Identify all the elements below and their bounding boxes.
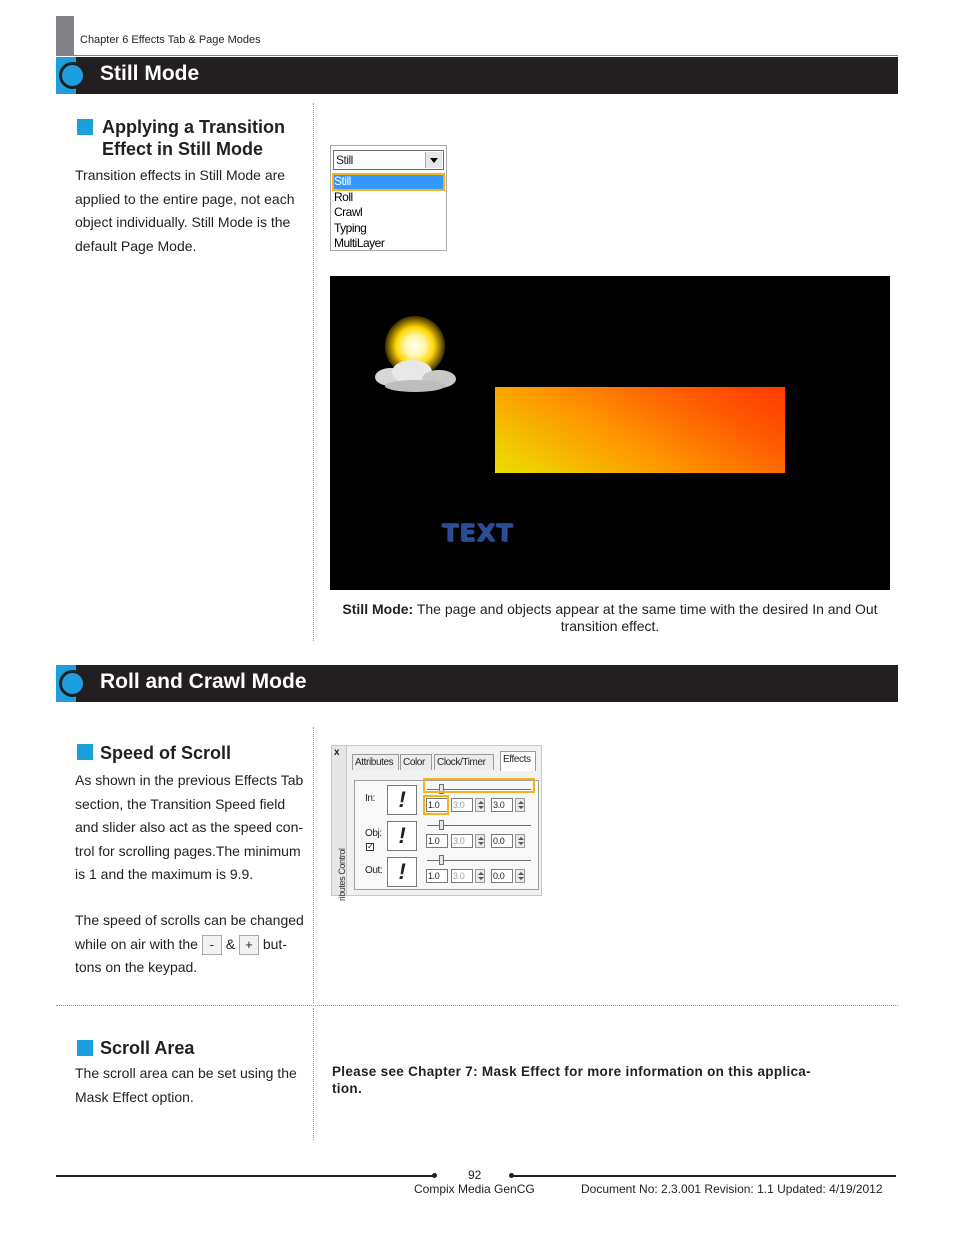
footer-rule-left [56, 1175, 434, 1177]
subsection-title: Scroll Area [100, 1038, 195, 1058]
text-fragment: & [225, 935, 236, 952]
in-effect-button[interactable]: ! [387, 785, 417, 815]
spinner-icon[interactable] [515, 834, 525, 848]
option-crawl[interactable]: Crawl [334, 205, 363, 219]
footer-product: Compix Media GenCG [414, 1182, 535, 1196]
subsection-title [102, 116, 285, 160]
in-delay-field[interactable]: 3.0 [491, 798, 513, 812]
text-line: applied to the entire page, not each [75, 190, 295, 207]
text-line: Mask Effect option. [75, 1088, 194, 1105]
square-bullet-icon [77, 1040, 93, 1056]
header-rule [56, 55, 898, 56]
close-icon[interactable]: x [334, 747, 340, 758]
chapter-tab-bar [56, 16, 74, 56]
obj-delay-field[interactable]: 0.0 [491, 834, 513, 848]
chapter-title: Chapter 6 Effects Tab & Page Modes [80, 34, 261, 46]
out-delay-field[interactable]: 0.0 [491, 869, 513, 883]
text-line: object individually. Still Mode is the [75, 214, 291, 230]
out-duration-field: 3.0 [451, 869, 473, 883]
section-title: Still Mode [100, 62, 200, 85]
spinner-icon[interactable] [515, 798, 525, 812]
text-line: Please see Chapter 7: Mask Effect for more information on this applica- [332, 1064, 811, 1079]
section-divider [56, 1005, 898, 1006]
text-line: trol for scrolling pages.The minimum [75, 842, 301, 859]
section-title: Roll and Crawl Mode [100, 670, 307, 693]
footer-dot [432, 1173, 437, 1178]
spinner-icon[interactable] [475, 834, 485, 848]
obj-duration-field: 3.0 [451, 834, 473, 848]
effects-control-panel [331, 745, 542, 901]
column-divider [313, 103, 314, 641]
spinner-icon[interactable] [515, 869, 525, 883]
preview-text-object: TEXT [442, 519, 514, 547]
speed-paragraph-1 [75, 769, 311, 887]
column-divider [313, 1008, 314, 1140]
text-line [75, 933, 311, 957]
footer-doc-info: Document No: 2.3.001 Revision: 1.1 Updated: 4/19/2012 [581, 1182, 883, 1196]
slider-handle[interactable] [439, 820, 444, 830]
mask-effect-note [332, 1063, 892, 1097]
slider-highlight [423, 778, 535, 793]
row-label-obj: Obj: [365, 828, 382, 839]
minus-key[interactable]: - [202, 935, 222, 955]
tab-color[interactable]: Color [400, 754, 432, 770]
text-line: is 1 and the maximum is 9.9. [75, 866, 254, 882]
text-fragment: while on air with the [75, 935, 198, 952]
page-mode-select[interactable] [333, 150, 444, 170]
subsection-title: Speed of Scroll [100, 743, 232, 763]
text-line: The scroll area can be set using the [75, 1065, 297, 1081]
caption-line: transition effect. [560, 618, 660, 634]
slider-handle[interactable] [439, 855, 444, 865]
option-typing[interactable]: Typing [334, 220, 367, 235]
tab-effects[interactable]: Effects [500, 751, 536, 771]
subsection-title-line: Effect in Still Mode [102, 139, 264, 159]
text-line: default Page Mode. [75, 237, 197, 254]
select-value: Still [336, 153, 353, 167]
obj-effect-button[interactable]: ! [387, 821, 417, 851]
plus-key[interactable]: + [239, 935, 259, 955]
in-speed-field[interactable]: 1.0 [426, 798, 448, 812]
still-mode-preview [330, 276, 890, 590]
caption-text: The page and objects appear at the same time with the desired In and Out [413, 601, 878, 617]
spinner-icon[interactable] [475, 869, 485, 883]
text-fragment: but- [262, 935, 287, 952]
text-line: section, the Transition Speed field [75, 795, 286, 812]
section-bar-roll-crawl [56, 665, 898, 702]
text-line: tons on the keypad. [75, 959, 198, 975]
obj-speed-field[interactable]: 1.0 [426, 834, 448, 848]
text-line: As shown in the previous Effects Tab [75, 772, 304, 788]
speed-paragraph-2 [75, 909, 311, 980]
bullet-circle-icon [59, 62, 86, 89]
row-label-out: Out: [365, 865, 383, 876]
text-line: and slider also act as the speed con- [75, 819, 304, 835]
option-still[interactable]: Still [333, 174, 444, 190]
tab-attributes[interactable]: Attributes [352, 754, 399, 770]
figure-caption [330, 601, 890, 635]
effects-rows [354, 780, 539, 890]
option-roll[interactable]: Roll [334, 189, 353, 204]
chevron-down-icon[interactable] [425, 152, 442, 168]
spinner-icon[interactable] [475, 798, 485, 812]
speed-field-highlight [423, 795, 449, 815]
page-mode-dropdown[interactable] [330, 145, 447, 251]
option-multilayer[interactable]: MultiLayer [334, 236, 385, 250]
panel-side-strip [332, 746, 347, 901]
tab-clock-timer[interactable]: Clock/Timer [434, 754, 494, 770]
square-bullet-icon [77, 744, 93, 760]
obj-checkbox[interactable]: ✓ [367, 842, 374, 851]
text-line: tion. [332, 1081, 362, 1096]
section-bar-still-mode [56, 57, 898, 94]
out-speed-field[interactable]: 1.0 [426, 869, 448, 883]
in-duration-field: 3.0 [451, 798, 473, 812]
text-line: Transition effects in Still Mode are [75, 167, 286, 183]
page-number: 92 [468, 1168, 482, 1182]
caption-label: Still Mode: [342, 601, 414, 617]
out-effect-button[interactable]: ! [387, 857, 417, 887]
scroll-area-paragraph [75, 1062, 311, 1109]
subsection-title-line: Applying a Transition [102, 117, 286, 137]
caption-line [330, 601, 890, 618]
row-label-in: In: [365, 793, 375, 804]
cloud-icon [385, 380, 445, 392]
text-line: The speed of scrolls can be changed [75, 912, 304, 928]
page-mode-options [333, 174, 444, 252]
side-label: ributes Control [337, 848, 347, 901]
square-bullet-icon [77, 119, 93, 135]
column-divider [313, 727, 314, 1003]
bullet-circle-icon [59, 670, 86, 697]
footer-rule-right [512, 1175, 896, 1177]
still-mode-paragraph [75, 164, 307, 258]
gradient-rectangle [495, 387, 785, 473]
